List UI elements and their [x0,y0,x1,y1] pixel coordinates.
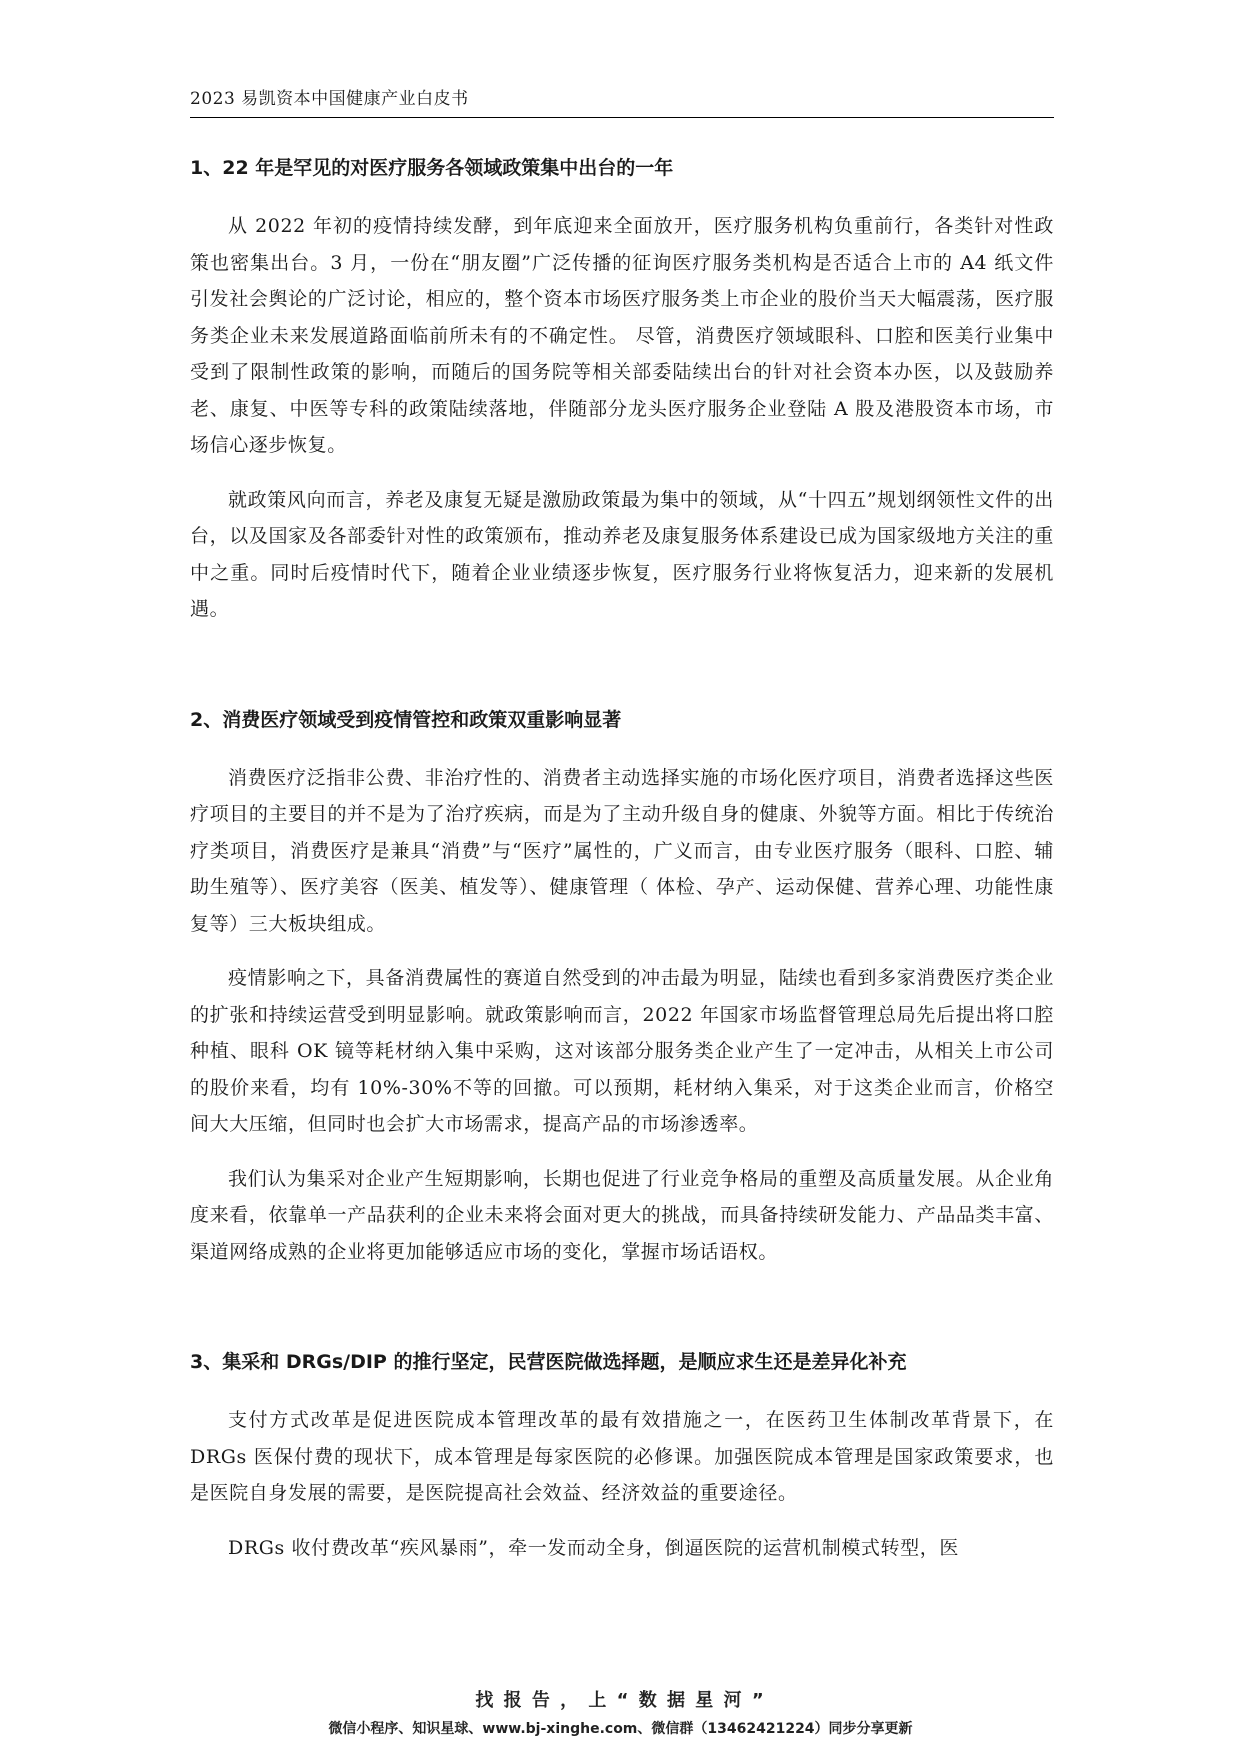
footer-brand: 数 据 星 河 [630,1690,752,1711]
paragraph: 就政策风向而言，养老及康复无疑是激励政策最为集中的领域，从“十四五”规划纲领性文件的出台，以及国家及各部委针对性的政策颁布，推动养老及康复服务体系建设已成为国家级地方关注的重中之重。同时后疫情时代下，随着企业业绩逐步恢复，医疗服务行业将恢复活力，迎来新的发展机遇。 [190,488,1054,620]
document-body [190,150,1054,1584]
section-heading: 2、消费医疗领域受到疫情管控和政策双重影响显著 [190,708,622,731]
section-1 [190,150,1054,628]
paragraph: 支付方式改革是促进医院成本管理改革的最有效措施之一，在医药卫生体制改革背景下，在 DRGs 医保付费的现状下，成本管理是每家医院的必修课。加强医院成本管理是国家政策要求，也是医院自身发展的需要，是医院提高社会效益、经济效益的重要途径。 [190,1409,1054,1504]
footer-slogan [0,1686,1241,1712]
page-footer [0,1686,1241,1738]
paragraph: 疫情影响之下，具备消费属性的赛道自然受到的冲击最为明显，陆续也看到多家消费医疗类企业的扩张和持续运营受到明显影响。就政策影响而言，2022 年国家市场监督管理总局先后提出将口腔种植、眼科 OK 镜等耗材纳入集中采购，这对该部分服务类企业产生了一定冲击，从相关上市公司的股价来看，均有 10%-30%不等的回撤。可以预期，耗材纳入集采，对于这类企业而言，价格空间大大压缩，但同时也会扩大市场需求，提高产品的市场渗透率。 [190,967,1054,1135]
paragraph: 从 2022 年初的疫情持续发酵，到年底迎来全面放开，医疗服务机构负重前行，各类针对性政策也密集出台。3 月，一份在“朋友圈”广泛传播的征询医疗服务类机构是否适合上市的 A4 纸文件引发社会舆论的广泛讨论，相应的，整个资本市场医疗服务类上市企业的股价当天大幅震荡，医疗服务类企业未来发展道路面临前所未有的不确定性。 尽管，消费医疗领域眼科、口腔和医美行业集中受到了限制性政策的影响，而随后的国务院等相关部委陆续出台的针对社会资本办医，以及鼓励养老、康复、中医等专科的政策陆续落地，伴随部分龙头医疗服务企业登陆 A 股及港股资本市场，市场信心逐步恢复。 [190,215,1054,456]
paragraph: 我们认为集采对企业产生短期影响，长期也促进了行业竞争格局的重塑及高质量发展。从企业角度来看，依靠单一产品获利的企业未来将会面对更大的挑战，而具备持续研发能力、产品品类丰富、渠道网络成熟的企业将更加能够适应市场的变化，掌握市场话语权。 [190,1167,1054,1263]
section-2 [190,702,1054,1271]
document-title: 2023 易凯资本中国健康产业白皮书 [190,89,469,109]
footer-slogan-prefix: 找 报 告 ， 上 “ [475,1690,631,1711]
paragraph: DRGs 收付费改革“疾风暴雨”，牵一发而动全身，倒逼医院的运营机制模式转型，医 [228,1536,959,1559]
footer-channels: 微信小程序、知识星球、www.bj-xinghe.com、微信群（13462421224）同步分享更新 [328,1721,913,1737]
document-header [190,84,1054,118]
footer-slogan-suffix: ” [751,1690,766,1711]
section-heading: 1、22 年是罕见的对医疗服务各领域政策集中出台的一年 [190,157,674,179]
paragraph: 消费医疗泛指非公费、非治疗性的、消费者主动选择实施的市场化医疗项目，消费者选择这些医疗项目的主要目的并不是为了治疗疾病，而是为了主动升级自身的健康、外貌等方面。相比于传统治疗类项目，消费医疗是兼具“消费”与“医疗”属性的，广义而言，由专业医疗服务（眼科、口腔、辅助生殖等）、医疗美容（医美、植发等）、健康管理（ 体检、孕产、运动保健、营养心理、功能性康复等）三大板块组成。 [190,766,1054,935]
section-3 [190,1344,1054,1566]
section-heading: 3、集采和 DRGs/DIP 的推行坚定，民营医院做选择题，是顺应求生还是差异化补充 [190,1351,907,1373]
